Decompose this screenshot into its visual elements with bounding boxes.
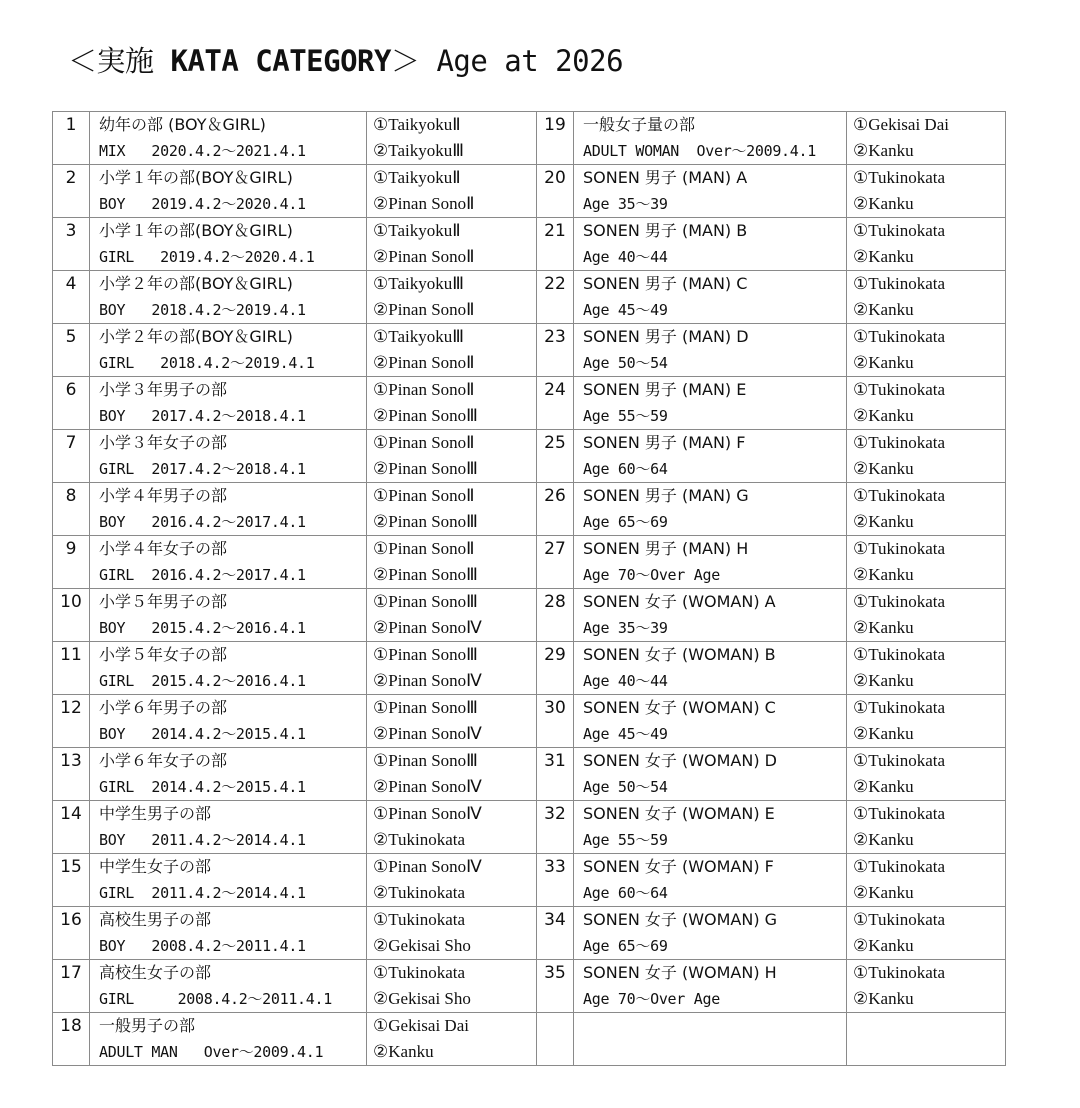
category-eligibility: Age 65～69 xyxy=(583,513,668,531)
category-cell xyxy=(90,483,367,536)
category-name: 高校生女子の部 xyxy=(99,963,212,982)
category-number xyxy=(537,1013,574,1066)
kata-first: ①Gekisai Dai xyxy=(853,115,949,134)
category-eligibility: BOY 2019.4.2～2020.4.1 xyxy=(99,195,306,213)
category-name: 小学５年女子の部 xyxy=(99,645,228,664)
category-eligibility: Age 50～54 xyxy=(583,778,668,796)
kata-cell xyxy=(847,907,1006,960)
kata-first: ①Pinan SonoⅡ xyxy=(373,433,475,452)
kata-second: ②Kanku xyxy=(853,512,914,531)
kata-second: ②Kanku xyxy=(853,565,914,584)
table-row xyxy=(53,483,1006,536)
category-number: 14 xyxy=(53,801,90,854)
category-number: 21 xyxy=(537,218,574,271)
table-row xyxy=(53,1013,1006,1066)
kata-cell xyxy=(367,748,537,801)
kata-cell xyxy=(367,377,537,430)
kata-second: ②Pinan SonoⅡ xyxy=(373,247,475,266)
kata-first: ①Pinan SonoⅡ xyxy=(373,539,475,558)
category-cell xyxy=(90,430,367,483)
category-eligibility: ADULT WOMAN Over～2009.4.1 xyxy=(583,142,816,160)
title-bracket-open: ＜ xyxy=(68,44,97,78)
kata-first: ①Tukinokata xyxy=(853,168,946,187)
category-cell xyxy=(90,271,367,324)
category-number: 18 xyxy=(53,1013,90,1066)
category-cell xyxy=(90,589,367,642)
category-eligibility: ADULT MAN Over～2009.4.1 xyxy=(99,1043,324,1061)
category-name: 小学２年の部(BOY＆GIRL) xyxy=(99,327,293,346)
category-number: 2 xyxy=(53,165,90,218)
kata-second: ②Kanku xyxy=(853,300,914,319)
category-cell xyxy=(574,907,847,960)
category-eligibility: Age 60～64 xyxy=(583,884,668,902)
category-cell xyxy=(90,960,367,1013)
table-row xyxy=(53,324,1006,377)
category-eligibility: Age 70～Over Age xyxy=(583,990,720,1008)
category-eligibility: Age 40～44 xyxy=(583,672,668,690)
category-eligibility: GIRL 2016.4.2～2017.4.1 xyxy=(99,566,306,584)
kata-second: ②Kanku xyxy=(853,830,914,849)
table-row xyxy=(53,165,1006,218)
category-eligibility: Age 70～Over Age xyxy=(583,566,720,584)
kata-cell xyxy=(847,960,1006,1013)
category-number: 24 xyxy=(537,377,574,430)
kata-second: ②Kanku xyxy=(853,936,914,955)
title-jp: 実施 xyxy=(96,44,154,78)
category-cell xyxy=(574,430,847,483)
category-cell xyxy=(574,960,847,1013)
kata-first: ①Tukinokata xyxy=(853,804,946,823)
kata-first: ①Tukinokata xyxy=(853,380,946,399)
kata-second: ②Tukinokata xyxy=(373,830,466,849)
kata-cell xyxy=(367,112,537,165)
kata-second: ②Pinan SonoⅣ xyxy=(373,618,482,637)
kata-cell xyxy=(367,483,537,536)
table-row xyxy=(53,907,1006,960)
category-number: 22 xyxy=(537,271,574,324)
kata-second: ②Kanku xyxy=(853,989,914,1008)
kata-first: ①TaikyokuⅢ xyxy=(373,327,464,346)
category-number: 8 xyxy=(53,483,90,536)
category-number: 31 xyxy=(537,748,574,801)
category-number: 30 xyxy=(537,695,574,748)
category-cell xyxy=(574,854,847,907)
category-number: 35 xyxy=(537,960,574,1013)
category-name: 中学生男子の部 xyxy=(99,804,212,823)
category-name: SONEN 男子 (MAN) B xyxy=(583,221,748,240)
category-name: SONEN 男子 (MAN) E xyxy=(583,380,747,399)
kata-category-table xyxy=(52,111,1006,1066)
category-cell xyxy=(90,377,367,430)
kata-cell xyxy=(367,960,537,1013)
kata-first: ①Tukinokata xyxy=(853,433,946,452)
kata-cell xyxy=(367,324,537,377)
category-name: SONEN 女子 (WOMAN) F xyxy=(583,857,774,876)
category-name: SONEN 女子 (WOMAN) E xyxy=(583,804,775,823)
category-cell xyxy=(574,1013,847,1066)
category-number: 29 xyxy=(537,642,574,695)
category-eligibility: Age 50～54 xyxy=(583,354,668,372)
kata-cell xyxy=(847,218,1006,271)
category-eligibility: BOY 2008.4.2～2011.4.1 xyxy=(99,937,306,955)
category-name: SONEN 女子 (WOMAN) A xyxy=(583,592,776,611)
category-name: SONEN 男子 (MAN) A xyxy=(583,168,748,187)
table-row xyxy=(53,960,1006,1013)
kata-cell xyxy=(367,642,537,695)
category-eligibility: Age 60～64 xyxy=(583,460,668,478)
kata-first: ①TaikyokuⅢ xyxy=(373,274,464,293)
kata-first: ①Pinan SonoⅣ xyxy=(373,857,482,876)
category-name: 小学１年の部(BOY＆GIRL) xyxy=(99,168,293,187)
kata-cell xyxy=(847,112,1006,165)
kata-second: ②Kanku xyxy=(373,1042,434,1061)
category-name: SONEN 男子 (MAN) C xyxy=(583,274,748,293)
category-eligibility: Age 45～49 xyxy=(583,725,668,743)
category-number: 34 xyxy=(537,907,574,960)
category-number: 19 xyxy=(537,112,574,165)
kata-first: ①Pinan SonoⅡ xyxy=(373,486,475,505)
title-age: Age at 2026 xyxy=(436,44,624,78)
kata-cell xyxy=(367,695,537,748)
kata-first: ①Pinan SonoⅣ xyxy=(373,804,482,823)
category-cell xyxy=(574,589,847,642)
category-eligibility: Age 65～69 xyxy=(583,937,668,955)
kata-second: ②Pinan SonoⅡ xyxy=(373,194,475,213)
kata-table-body xyxy=(53,112,1006,1066)
kata-first: ①Pinan SonoⅢ xyxy=(373,592,478,611)
category-name: 高校生男子の部 xyxy=(99,910,212,929)
table-row xyxy=(53,271,1006,324)
category-cell xyxy=(574,271,847,324)
category-cell xyxy=(574,112,847,165)
category-number: 7 xyxy=(53,430,90,483)
category-name: 一般男子の部 xyxy=(99,1016,196,1035)
kata-first: ①Pinan SonoⅢ xyxy=(373,751,478,770)
kata-cell xyxy=(847,801,1006,854)
category-cell xyxy=(574,695,847,748)
table-row xyxy=(53,801,1006,854)
kata-second: ②Pinan SonoⅢ xyxy=(373,459,478,478)
kata-second: ②Kanku xyxy=(853,406,914,425)
kata-cell xyxy=(367,854,537,907)
kata-first: ①Tukinokata xyxy=(853,486,946,505)
kata-first: ①Tukinokata xyxy=(853,221,946,240)
category-number: 25 xyxy=(537,430,574,483)
table-row xyxy=(53,642,1006,695)
category-number: 27 xyxy=(537,536,574,589)
category-name: SONEN 女子 (WOMAN) H xyxy=(583,963,777,982)
kata-cell xyxy=(847,536,1006,589)
kata-cell xyxy=(847,695,1006,748)
category-cell xyxy=(574,377,847,430)
kata-cell xyxy=(367,589,537,642)
kata-cell xyxy=(367,165,537,218)
kata-cell xyxy=(847,1013,1006,1066)
kata-first: ①Tukinokata xyxy=(853,327,946,346)
category-name: SONEN 女子 (WOMAN) C xyxy=(583,698,776,717)
kata-cell xyxy=(847,854,1006,907)
kata-cell xyxy=(847,483,1006,536)
kata-cell xyxy=(847,642,1006,695)
category-cell xyxy=(90,801,367,854)
kata-cell xyxy=(847,377,1006,430)
category-cell xyxy=(574,165,847,218)
table-row xyxy=(53,218,1006,271)
category-name: 小学６年男子の部 xyxy=(99,698,228,717)
category-name: 小学６年女子の部 xyxy=(99,751,228,770)
category-number: 23 xyxy=(537,324,574,377)
category-number: 10 xyxy=(53,589,90,642)
category-name: 小学３年男子の部 xyxy=(99,380,228,399)
table-row xyxy=(53,748,1006,801)
category-eligibility: Age 40～44 xyxy=(583,248,668,266)
category-cell xyxy=(574,218,847,271)
category-number: 12 xyxy=(53,695,90,748)
kata-cell xyxy=(847,589,1006,642)
page-title xyxy=(68,38,623,84)
category-number: 4 xyxy=(53,271,90,324)
kata-second: ②Kanku xyxy=(853,671,914,690)
category-name: SONEN 女子 (WOMAN) G xyxy=(583,910,778,929)
kata-cell xyxy=(847,165,1006,218)
category-eligibility: BOY 2011.4.2～2014.4.1 xyxy=(99,831,306,849)
kata-second: ②Tukinokata xyxy=(373,883,466,902)
title-bracket-close: ＞ xyxy=(390,44,420,78)
kata-second: ②Kanku xyxy=(853,194,914,213)
kata-first: ①Tukinokata xyxy=(853,645,946,664)
category-cell xyxy=(574,801,847,854)
kata-first: ①Pinan SonoⅢ xyxy=(373,698,478,717)
category-eligibility: GIRL 2017.4.2～2018.4.1 xyxy=(99,460,306,478)
category-name: SONEN 男子 (MAN) H xyxy=(583,539,749,558)
category-eligibility: BOY 2015.4.2～2016.4.1 xyxy=(99,619,306,637)
category-number: 6 xyxy=(53,377,90,430)
kata-second: ②Pinan SonoⅣ xyxy=(373,671,482,690)
category-cell xyxy=(90,642,367,695)
table-row xyxy=(53,377,1006,430)
kata-second: ②Kanku xyxy=(853,247,914,266)
category-number: 16 xyxy=(53,907,90,960)
table-row xyxy=(53,112,1006,165)
category-number: 26 xyxy=(537,483,574,536)
category-eligibility: BOY 2014.4.2～2015.4.1 xyxy=(99,725,306,743)
kata-cell xyxy=(367,1013,537,1066)
category-eligibility: Age 45～49 xyxy=(583,301,668,319)
category-cell xyxy=(90,112,367,165)
kata-cell xyxy=(847,748,1006,801)
category-eligibility: BOY 2016.4.2～2017.4.1 xyxy=(99,513,306,531)
category-name: SONEN 男子 (MAN) G xyxy=(583,486,749,505)
kata-second: ②Gekisai Sho xyxy=(373,936,471,955)
category-number: 3 xyxy=(53,218,90,271)
category-eligibility: GIRL 2014.4.2～2015.4.1 xyxy=(99,778,306,796)
category-name: SONEN 女子 (WOMAN) B xyxy=(583,645,776,664)
kata-first: ①TaikyokuⅡ xyxy=(373,115,461,134)
category-name: 小学４年女子の部 xyxy=(99,539,228,558)
category-name: 中学生女子の部 xyxy=(99,857,212,876)
category-name: 小学１年の部(BOY＆GIRL) xyxy=(99,221,293,240)
category-eligibility: Age 55～59 xyxy=(583,407,668,425)
category-name: 一般女子量の部 xyxy=(583,115,696,134)
category-eligibility: BOY 2017.4.2～2018.4.1 xyxy=(99,407,306,425)
category-number: 15 xyxy=(53,854,90,907)
kata-second: ②Kanku xyxy=(853,353,914,372)
category-name: SONEN 男子 (MAN) F xyxy=(583,433,746,452)
kata-first: ①TaikyokuⅡ xyxy=(373,221,461,240)
kata-first: ①Tukinokata xyxy=(853,539,946,558)
kata-second: ②Kanku xyxy=(853,777,914,796)
category-cell xyxy=(90,536,367,589)
kata-first: ①Tukinokata xyxy=(373,963,466,982)
category-cell xyxy=(574,748,847,801)
kata-second: ②Kanku xyxy=(853,883,914,902)
kata-second: ②Pinan SonoⅣ xyxy=(373,777,482,796)
table-row xyxy=(53,589,1006,642)
kata-first: ①Tukinokata xyxy=(373,910,466,929)
category-number: 17 xyxy=(53,960,90,1013)
kata-first: ①Tukinokata xyxy=(853,751,946,770)
category-cell xyxy=(90,324,367,377)
category-name: 小学４年男子の部 xyxy=(99,486,228,505)
category-number: 9 xyxy=(53,536,90,589)
category-name: 小学２年の部(BOY＆GIRL) xyxy=(99,274,293,293)
kata-second: ②Pinan SonoⅡ xyxy=(373,300,475,319)
kata-first: ①Pinan SonoⅡ xyxy=(373,380,475,399)
category-cell xyxy=(574,324,847,377)
kata-first: ①TaikyokuⅡ xyxy=(373,168,461,187)
kata-second: ②Kanku xyxy=(853,459,914,478)
table-row xyxy=(53,536,1006,589)
kata-first: ①Tukinokata xyxy=(853,274,946,293)
kata-second: ②Kanku xyxy=(853,141,914,160)
category-cell xyxy=(90,695,367,748)
kata-first: ①Tukinokata xyxy=(853,910,946,929)
category-cell xyxy=(90,165,367,218)
category-eligibility: Age 35～39 xyxy=(583,195,668,213)
kata-second: ②Gekisai Sho xyxy=(373,989,471,1008)
category-number: 13 xyxy=(53,748,90,801)
title-kata-category: KATA CATEGORY xyxy=(170,44,391,78)
category-number: 33 xyxy=(537,854,574,907)
category-cell xyxy=(574,536,847,589)
category-eligibility: MIX 2020.4.2～2021.4.1 xyxy=(99,142,306,160)
category-cell xyxy=(90,854,367,907)
category-number: 20 xyxy=(537,165,574,218)
kata-second: ②Kanku xyxy=(853,724,914,743)
category-eligibility: GIRL 2011.4.2～2014.4.1 xyxy=(99,884,306,902)
kata-cell xyxy=(847,271,1006,324)
kata-first: ①Tukinokata xyxy=(853,592,946,611)
category-name: SONEN 男子 (MAN) D xyxy=(583,327,749,346)
category-number: 5 xyxy=(53,324,90,377)
category-eligibility: GIRL 2008.4.2～2011.4.1 xyxy=(99,990,332,1008)
category-eligibility: BOY 2018.4.2～2019.4.1 xyxy=(99,301,306,319)
category-number: 1 xyxy=(53,112,90,165)
kata-cell xyxy=(847,324,1006,377)
table-row xyxy=(53,695,1006,748)
kata-cell xyxy=(367,218,537,271)
kata-second: ②Kanku xyxy=(853,618,914,637)
category-name: SONEN 女子 (WOMAN) D xyxy=(583,751,777,770)
kata-first: ①Gekisai Dai xyxy=(373,1016,469,1035)
category-name: 小学３年女子の部 xyxy=(99,433,228,452)
kata-cell xyxy=(367,430,537,483)
category-eligibility: GIRL 2015.4.2～2016.4.1 xyxy=(99,672,306,690)
kata-second: ②Pinan SonoⅢ xyxy=(373,512,478,531)
category-number: 32 xyxy=(537,801,574,854)
kata-first: ①Tukinokata xyxy=(853,857,946,876)
category-eligibility: GIRL 2018.4.2～2019.4.1 xyxy=(99,354,315,372)
kata-first: ①Tukinokata xyxy=(853,698,946,717)
category-cell xyxy=(574,642,847,695)
table-row xyxy=(53,430,1006,483)
table-row xyxy=(53,854,1006,907)
kata-first: ①Pinan SonoⅢ xyxy=(373,645,478,664)
category-cell xyxy=(90,748,367,801)
category-cell xyxy=(90,907,367,960)
kata-cell xyxy=(847,430,1006,483)
category-name: 小学５年男子の部 xyxy=(99,592,228,611)
kata-second: ②Pinan SonoⅡ xyxy=(373,353,475,372)
kata-second: ②Pinan SonoⅢ xyxy=(373,406,478,425)
kata-second: ②TaikyokuⅢ xyxy=(373,141,464,160)
category-eligibility: GIRL 2019.4.2～2020.4.1 xyxy=(99,248,315,266)
category-number: 11 xyxy=(53,642,90,695)
kata-cell xyxy=(367,271,537,324)
category-eligibility: Age 35～39 xyxy=(583,619,668,637)
kata-cell xyxy=(367,801,537,854)
category-cell xyxy=(574,483,847,536)
category-cell xyxy=(90,218,367,271)
category-name: 幼年の部 (BOY＆GIRL) xyxy=(99,115,266,134)
category-cell xyxy=(90,1013,367,1066)
kata-second: ②Pinan SonoⅢ xyxy=(373,565,478,584)
category-eligibility: Age 55～59 xyxy=(583,831,668,849)
category-number: 28 xyxy=(537,589,574,642)
kata-second: ②Pinan SonoⅣ xyxy=(373,724,482,743)
kata-cell xyxy=(367,907,537,960)
kata-first: ①Tukinokata xyxy=(853,963,946,982)
kata-cell xyxy=(367,536,537,589)
